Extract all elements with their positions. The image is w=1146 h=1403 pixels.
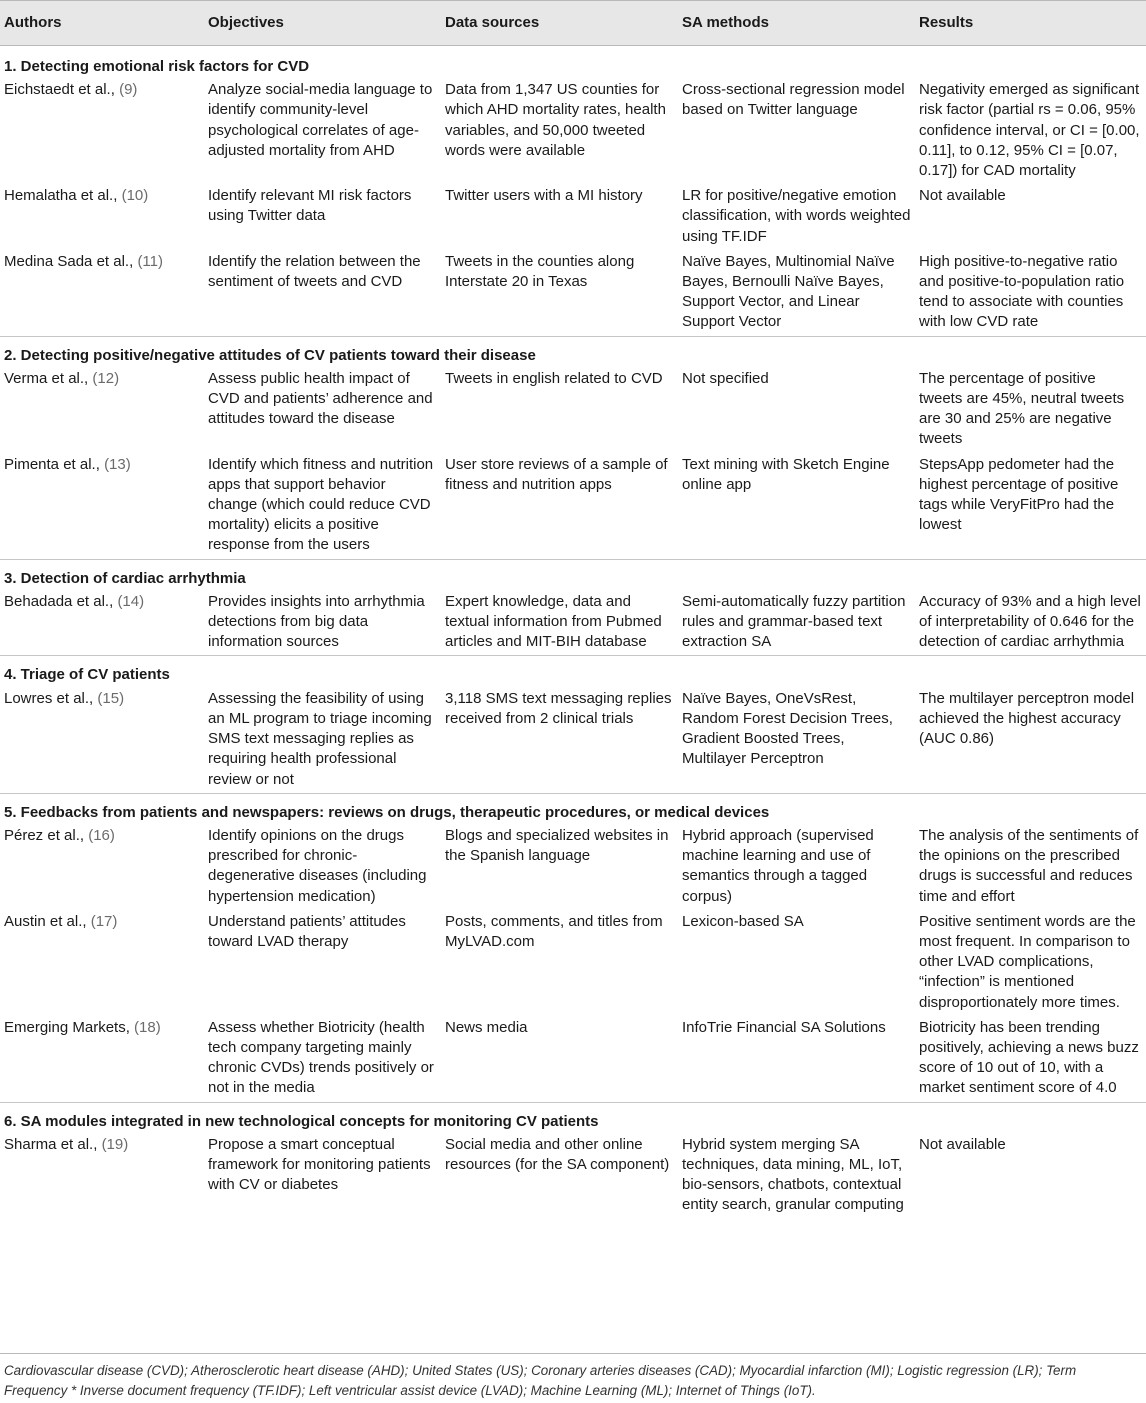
author-cell <box>0 1133 204 1224</box>
table-row <box>0 250 1146 336</box>
header-data-sources: Data sources <box>441 1 678 46</box>
result-cell: StepsApp pedometer had the highest percentage of positive tags while VeryFitPro had the lowest <box>919 455 1119 534</box>
table-row <box>0 687 1146 794</box>
data-source-cell: Expert knowledge, data and textual information from Pubmed articles and MIT-BIH database <box>445 592 662 651</box>
header-sa-methods: SA methods <box>678 1 915 46</box>
table-row <box>0 910 1146 1016</box>
section-title: 3. Detection of cardiac arrhythmia <box>0 559 1146 590</box>
author-cell <box>0 78 204 184</box>
citation-link[interactable]: (17) <box>90 912 118 930</box>
section-heading-row <box>0 559 1146 590</box>
author-cell <box>0 590 204 656</box>
table-row <box>0 184 1146 250</box>
author-name: Verma et al., <box>4 369 89 387</box>
table-footnote: Cardiovascular disease (CVD); Atherosclerotic heart disease (AHD); United States (US); Coronary arteries diseases (CAD); Myocardial infarction (MI); Logistic regression (LR); Term Frequency * Inverse document frequency (TF.IDF); Left ventricular assist device (LVAD); Machine Learning (ML); Internet of Things (IoT). <box>0 1353 1146 1401</box>
author-cell <box>0 824 204 910</box>
sa-method-cell: Lexicon-based SA <box>682 912 804 930</box>
objective-cell: Propose a smart conceptual framework for monitoring patients with CV or diabetes <box>208 1135 431 1194</box>
sa-method-cell: InfoTrie Financial SA Solutions <box>682 1018 886 1036</box>
citation-link[interactable]: (19) <box>101 1135 129 1153</box>
table-row <box>0 367 1146 453</box>
author-name: Austin et al., <box>4 912 87 930</box>
header-results: Results <box>915 1 1146 46</box>
objective-cell: Assess whether Biotricity (health tech company targeting mainly chronic CVDs) trends positively or not in the media <box>208 1018 434 1097</box>
author-name: Medina Sada et al., <box>4 252 134 270</box>
data-source-cell: Twitter users with a MI history <box>445 187 643 205</box>
result-cell: High positive-to-negative ratio and positive-to-population ratio tend to associate with counties with low CVD rate <box>919 252 1125 331</box>
data-source-cell: Tweets in the counties along Interstate 20 in Texas <box>445 252 635 291</box>
header-objectives: Objectives <box>204 1 441 46</box>
sa-method-cell: Cross-sectional regression model based on Twitter language <box>682 81 905 119</box>
section-title: 2. Detecting positive/negative attitudes of CV patients toward their disease <box>0 336 1146 367</box>
table-row <box>0 824 1146 910</box>
citation-link[interactable]: (15) <box>97 689 125 707</box>
result-cell: Accuracy of 93% and a high level of interpretability of 0.646 for the detection of cardiac arrhythmia <box>919 592 1141 651</box>
data-source-cell: User store reviews of a sample of fitness and nutrition apps <box>445 455 668 493</box>
objective-cell: Identify which fitness and nutrition apps that support behavior change (which could reduce CVD mortality) elicits a positive response from the users <box>208 455 434 554</box>
table-row <box>0 1133 1146 1224</box>
result-cell: Positive sentiment words are the most frequent. In comparison to other LVAD complications, “infection” is mentioned disproportionately more times. <box>919 912 1136 1011</box>
citation-link[interactable]: (16) <box>88 826 115 844</box>
sa-method-cell: Text mining with Sketch Engine online app <box>682 455 890 493</box>
data-source-cell: News media <box>445 1018 528 1036</box>
result-cell: Not available <box>919 187 1006 205</box>
result-cell: The multilayer perceptron model achieved the highest accuracy (AUC 0.86) <box>919 689 1135 748</box>
citation-link[interactable]: (9) <box>119 81 138 99</box>
sa-method-cell: Hybrid system merging SA techniques, data mining, ML, IoT, bio-sensors, chatbots, contextual entity search, granular computing <box>682 1135 904 1214</box>
sa-method-cell: Not specified <box>682 369 769 387</box>
objective-cell: Assessing the feasibility of using an ML program to triage incoming SMS text messaging replies as requiring health professional review or not <box>208 689 432 788</box>
author-cell <box>0 184 204 250</box>
objective-cell: Assess public health impact of CVD and patients’ adherence and attitudes toward the disease <box>208 369 433 428</box>
table-row <box>0 453 1146 560</box>
citation-link[interactable]: (18) <box>134 1018 161 1036</box>
section-heading-row <box>0 656 1146 687</box>
citation-link[interactable]: (11) <box>137 252 163 270</box>
objective-cell: Identify relevant MI risk factors using Twitter data <box>208 187 412 225</box>
author-cell <box>0 367 204 453</box>
section-heading-row <box>0 1102 1146 1133</box>
result-cell: Biotricity has been trending positively, achieving a news buzz score of 10 out of 10, with a market sentiment score of 4.0 <box>919 1018 1139 1097</box>
table-row <box>0 1016 1146 1102</box>
objective-cell: Understand patients’ attitudes toward LVAD therapy <box>208 912 406 950</box>
objective-cell: Identify opinions on the drugs prescribed for chronic-degenerative diseases (including hypertension medication) <box>208 826 427 905</box>
sa-method-cell: LR for positive/negative emotion classification, with words weighted using TF.IDF <box>682 187 911 245</box>
sa-method-cell: Semi-automatically fuzzy partition rules and grammar-based text extraction SA <box>682 592 906 651</box>
table-row <box>0 78 1146 184</box>
citation-link[interactable]: (10) <box>121 187 149 205</box>
result-cell: The percentage of positive tweets are 45%, neutral tweets are 30 and 25% are negative tweets <box>919 369 1125 448</box>
author-name: Pimenta et al., <box>4 455 100 473</box>
author-name: Hemalatha et al., <box>4 187 118 205</box>
result-cell: Not available <box>919 1135 1006 1153</box>
section-heading-row <box>0 793 1146 824</box>
data-source-cell: 3,118 SMS text messaging replies received from 2 clinical trials <box>445 689 672 727</box>
section-title: 4. Triage of CV patients <box>0 656 1146 687</box>
section-heading-row <box>0 46 1146 79</box>
section-title: 1. Detecting emotional risk factors for CVD <box>4 58 310 75</box>
author-cell <box>0 453 204 560</box>
citation-link[interactable]: (13) <box>104 455 131 473</box>
author-name: Behadada et al., <box>4 592 114 610</box>
citation-link[interactable]: (14) <box>117 592 145 610</box>
data-source-cell: Tweets in english related to CVD <box>445 369 663 387</box>
author-cell <box>0 1016 204 1102</box>
data-source-cell: Blogs and specialized websites in the Spanish language <box>445 826 669 865</box>
sa-method-cell: Naïve Bayes, OneVsRest, Random Forest Decision Trees, Gradient Boosted Trees, Multilayer Perceptron <box>682 689 893 768</box>
objective-cell: Provides insights into arrhythmia detections from big data information sources <box>208 592 425 651</box>
sa-method-cell: Hybrid approach (supervised machine learning and use of semantics through a tagged corpus) <box>682 826 874 905</box>
sa-method-cell: Naïve Bayes, Multinomial Naïve Bayes, Bernoulli Naïve Bayes, Support Vector, and Linear Support Vector <box>682 252 895 331</box>
author-name: Lowres et al., <box>4 689 94 707</box>
author-cell <box>0 687 204 794</box>
data-source-cell: Posts, comments, and titles from MyLVAD.com <box>445 912 663 950</box>
result-cell: Negativity emerged as significant risk factor (partial rs = 0.06, 95% confidence interval, or CI = [0.00, 0.11], to 0.12, 95% CI = [0.07, 0.17]) for CAD mortality <box>919 81 1140 180</box>
citation-link[interactable]: (12) <box>92 369 120 387</box>
author-name: Emerging Markets, <box>4 1018 130 1036</box>
author-name: Pérez et al., <box>4 826 85 844</box>
objective-cell: Analyze social-media language to identify community-level psychological correlates of age-adjusted mortality from AHD <box>208 81 433 159</box>
table-row <box>0 590 1146 656</box>
author-cell <box>0 910 204 1016</box>
section-title: 5. Feedbacks from patients and newspapers: reviews on drugs, therapeutic procedures, or medical devices <box>0 793 1146 824</box>
data-source-cell: Social media and other online resources (for the SA component) <box>445 1135 670 1173</box>
data-source-cell: Data from 1,347 US counties for which AHD mortality rates, health variables, and 50,000 tweeted words were available <box>445 81 666 159</box>
result-cell: The analysis of the sentiments of the opinions on the prescribed drugs is successful and reduces time and effort <box>919 826 1139 905</box>
author-name: Sharma et al., <box>4 1135 98 1153</box>
author-cell <box>0 250 204 336</box>
table-header-row <box>0 1 1146 46</box>
section-title: 6. SA modules integrated in new technological concepts for monitoring CV patients <box>0 1102 1146 1133</box>
section-heading-row <box>0 336 1146 367</box>
objective-cell: Identify the relation between the sentiment of tweets and CVD <box>208 252 421 291</box>
author-name: Eichstaedt et al., <box>4 81 115 99</box>
header-authors: Authors <box>0 1 204 46</box>
